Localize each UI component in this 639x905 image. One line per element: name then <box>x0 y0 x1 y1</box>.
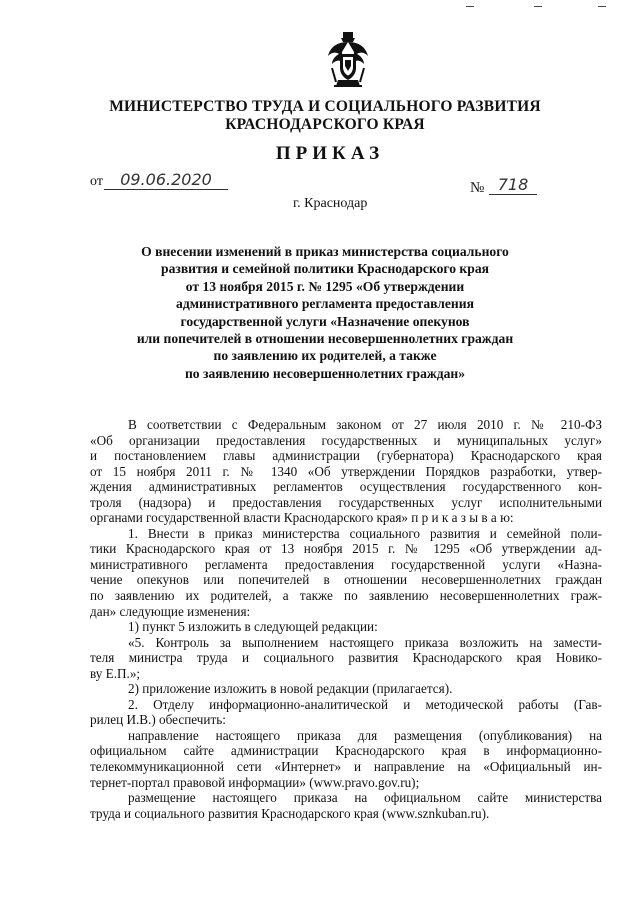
body-text-line: дан» следующие изменения: <box>90 603 251 619</box>
body-text-line: «Об организации предоставления государственных и муниципальных услуг» <box>90 432 602 448</box>
heading-line: развития и семейной политики Краснодарского края <box>161 261 489 277</box>
handwritten-number: 718 <box>489 175 537 195</box>
body-text-line: размещение настоящего приказа на официальном сайте министерства <box>128 790 602 806</box>
scan-mark <box>466 6 474 7</box>
coat-of-arms-icon <box>326 30 370 90</box>
body-text-line: «5. Контроль за выполнением настоящего приказа возложить на замести- <box>128 634 602 650</box>
body-text-line: и постановлением главы администрации (губернатора) Краснодарского края <box>90 448 602 464</box>
scan-mark <box>534 6 542 7</box>
heading-line: административного регламента предоставления <box>176 296 474 312</box>
order-body <box>90 417 602 821</box>
scan-mark <box>598 6 606 7</box>
body-text-line: рилец И.В.) обеспечить: <box>90 712 226 728</box>
body-text-line: тики Краснодарского края от 13 ноября 2015 г. № 1295 «Об утверждении ад- <box>90 541 602 557</box>
document-title: ПРИКАЗ <box>275 143 385 164</box>
order-heading <box>110 243 540 382</box>
heading-line: от 13 ноября 2015 г. № 1295 «Об утверждении <box>185 278 465 294</box>
body-text-line: 2) приложение изложить в новой редакции (прилагается). <box>128 681 453 697</box>
number-label: № <box>470 180 485 196</box>
body-text-line: В соответствии с Федеральным законом от 27 июля 2010 г. № 210-ФЗ <box>128 417 602 432</box>
body-text-line: направление настоящего приказа для размещения (опубликования) на <box>128 727 602 743</box>
heading-line: по заявлению несовершеннолетних граждан» <box>184 365 466 381</box>
body-text-line: официальном сайте администрации Краснодарского края в информационно- <box>90 743 602 759</box>
body-text-line: труда и социального развития Краснодарского края (www.sznkuban.ru). <box>90 805 490 821</box>
body-text-line: тернет-портал правовой информации» (www.pravo.gov.ru); <box>90 774 420 790</box>
body-text-line: министративного регламента предоставления государственной услуги «Назна- <box>90 556 602 572</box>
ministry-name-line-2: КРАСНОДАРСКОГО КРАЯ <box>225 116 425 133</box>
body-text-line: троля (надзора) и предоставления государственных услуг исполнительными <box>90 494 602 510</box>
body-text-line: 1) пункт 5 изложить в следующей редакции: <box>128 619 378 635</box>
body-text-line: 1. Внести в приказ министерства социального развития и семейной поли- <box>128 525 602 541</box>
heading-line: государственной услуги «Назначение опекунов <box>180 313 470 329</box>
body-text-line: теля министра труда и социального развития Краснодарского края Новико- <box>90 650 602 666</box>
heading-line: по заявлению их родителей, а также <box>213 348 437 364</box>
body-text-line: от 15 ноября 2011 г. № 1340 «Об утверждении Порядков разработки, утвер- <box>90 463 602 479</box>
body-text-line: органами государственной власти Краснодарского края» п р и к а з ы в а ю: <box>90 510 514 526</box>
body-text-line: телекоммуникационной сети «Интернет» и направление на «Официальный ин- <box>90 759 602 775</box>
body-text-line: ву Е.П.»; <box>90 665 141 681</box>
heading-line: О внесении изменений в приказ министерства социального <box>141 244 509 259</box>
heading-line: или попечителей в отношении несовершеннолетних граждан <box>136 331 514 347</box>
handwritten-date: 09.06.2020 <box>104 170 228 190</box>
body-text-line: по заявлению их родителей, а также по заявлению несовершеннолетних граж- <box>90 588 602 604</box>
city-name: г. Краснодар <box>293 196 368 211</box>
ministry-name-line-1: МИНИСТЕРСТВО ТРУДА И СОЦИАЛЬНОГО РАЗВИТИЯ <box>109 98 541 115</box>
body-text-line: ждения административных регламентов осуществления государственного кон- <box>90 479 602 495</box>
body-text-line: 2. Отделу информационно-аналитической и методической работы (Гав- <box>128 696 602 712</box>
body-text-line: чение опекунов или попечителей в отношении несовершеннолетних граждан <box>90 572 602 588</box>
date-prefix: от <box>90 174 103 189</box>
